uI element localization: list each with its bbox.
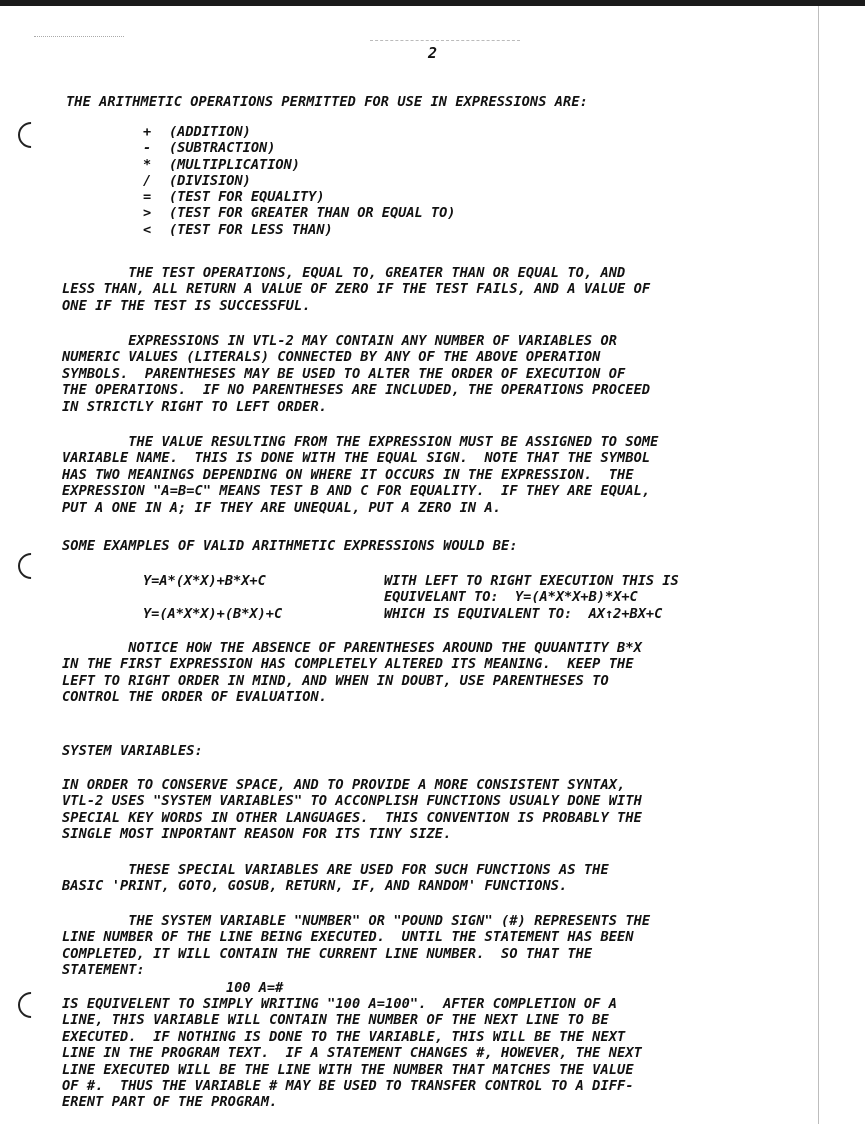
operator-item: < (TEST FOR LESS THAN) [143,221,333,238]
paragraph-equivalent: IS EQUIVELENT TO SIMPLY WRITING "100 A=100". AFTER COMPLETION OF A LINE, THIS VARIABLE WILL CONTAIN THE NUMBER OF THE NEXT LINE TO BE EXECUTED. IF NOTHING IS DONE TO THE VARIABLE, THIS WILL BE THE NEXT LINE IN THE PROGRAM TEXT. IF A STATEMENT CHANGES #, HOWEVER, THE NEXT LINE EXECUTED WILL BE THE LINE WITH THE NUMBER THAT MATCHES THE VALUE OF #. THUS THE VARIABLE # MAY BE USED TO TRANSFER CONTROL TO A DIFF- ERENT PART OF THE PROGRAM. [62,996,642,1111]
paragraph-notice: NOTICE HOW THE ABSENCE OF PARENTHESES AROUND THE QUUANTITY B*X IN THE FIRST EXPRESSION HAS COMPLETELY ALTERED ITS MEANING. KEEP THE LEFT TO RIGHT ORDER IN MIND, AND WHEN IN DOUBT, USE PARENTHESES TO CONTROL THE ORDER OF EVALUATION. [62,640,642,706]
scan-artifact [370,40,520,45]
page-top-border [0,0,865,6]
binder-hole-icon [13,987,50,1024]
operator-item: + (ADDITION) [143,124,251,140]
operator-item: * (MULTIPLICATION) [143,156,300,173]
section-heading: SYSTEM VARIABLES: [62,743,203,759]
operator-list [143,124,455,238]
page-number: 2 [428,44,438,62]
example-expression: Y=A*(X*X)+B*X+C [143,573,266,589]
operator-item: = (TEST FOR EQUALITY) [143,189,325,206]
binder-hole-icon [13,117,50,154]
paragraph-special: THESE SPECIAL VARIABLES ARE USED FOR SUCH FUNCTIONS AS THE BASIC 'PRINT, GOTO, GOSUB, RETURN, IF, AND RANDOM' FUNCTIONS. [62,862,609,895]
page-right-edge [818,6,819,1124]
paragraph-number-var: THE SYSTEM VARIABLE "NUMBER" OR "POUND SIGN" (#) REPRESENTS THE LINE NUMBER OF THE LINE BEING EXECUTED. UNTIL THE STATEMENT HAS BEEN COMPLETED, IT WILL CONTAIN THE CURRENT LINE NUMBER. SO THAT THE STATEMENT: [62,913,651,979]
code-statement: 100 A=# [226,980,284,996]
paragraph-conserve: IN ORDER TO CONSERVE SPACE, AND TO PROVIDE A MORE CONSISTENT SYNTAX, VTL-2 USES "SYSTEM VARIABLES" TO ACCONPLISH FUNCTIONS USUALY DONE WITH SPECIAL KEY WORDS IN OTHER LANGUAGES. THIS CONVENTION IS PROBABLY THE SINGLE MOST INPORTANT REASON FOR ITS TINY SIZE. [62,777,642,843]
paragraph-test-ops: THE TEST OPERATIONS, EQUAL TO, GREATER THAN OR EQUAL TO, AND LESS THAN, ALL RETURN A VALUE OF ZERO IF THE TEST FAILS, AND A VALUE OF ONE IF THE TEST IS SUCCESSFUL. [62,265,651,314]
paragraph-expressions: EXPRESSIONS IN VTL-2 MAY CONTAIN ANY NUMBER OF VARIABLES OR NUMERIC VALUES (LITERALS) CONNECTED BY ANY OF THE ABOVE OPERATION SYMBOLS. PARENTHESES MAY BE USED TO ALTER THE ORDER OF EXECUTION OF THE OPERATIONS. IF NO PARENTHESES ARE INCLUDED, THE OPERATIONS PROCEED IN STRICTLY RIGHT TO LEFT ORDER. [62,333,651,415]
paragraph-value-result: THE VALUE RESULTING FROM THE EXPRESSION MUST BE ASSIGNED TO SOME VARIABLE NAME. THIS IS DONE WITH THE EQUAL SIGN. NOTE THAT THE SYMBOL HAS TWO MEANINGS DEPENDING ON WHERE IT OCCURS IN THE EXPRESSION. THE EXPRESSION "A=B=C" MEANS TEST B AND C FOR EQUALITY. IF THEY ARE EQUAL, PUT A ONE IN A; IF THEY ARE UNEQUAL, PUT A ZERO IN A. [62,434,659,516]
operator-item: - (SUBTRACTION) [143,140,276,157]
operator-item: > (TEST FOR GREATER THAN OR EQUAL TO) [143,205,456,222]
example-expression: Y=(A*X*X)+(B*X)+C [143,606,283,622]
scan-artifact [34,36,124,41]
examples-intro: SOME EXAMPLES OF VALID ARITHMETIC EXPRESSIONS WOULD BE: [62,538,518,554]
example-description: WHICH IS EQUIVALENT TO: AX↑2+BX+C [384,606,663,622]
binder-hole-icon [13,548,50,585]
operator-item: / (DIVISION) [143,172,251,189]
example-description: WITH LEFT TO RIGHT EXECUTION THIS IS EQUIVELANT TO: Y=(A*X*X+B)*X+C [384,573,679,606]
intro-line: THE ARITHMETIC OPERATIONS PERMITTED FOR USE IN EXPRESSIONS ARE: [66,94,588,110]
